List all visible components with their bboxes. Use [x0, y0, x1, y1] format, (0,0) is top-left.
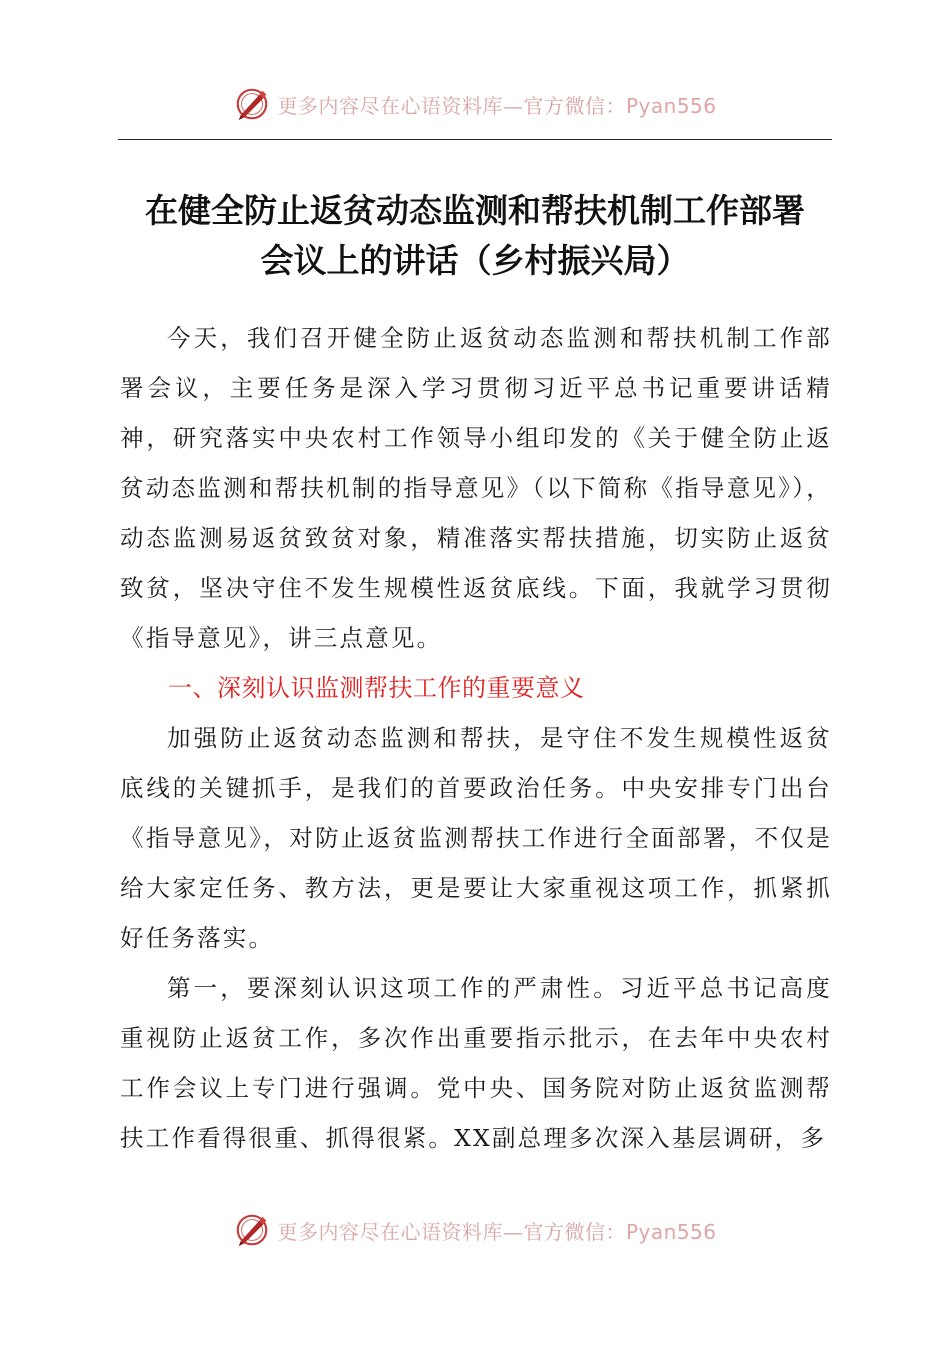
document-body: [120, 313, 832, 1163]
pen-logo-icon: [233, 85, 271, 123]
pen-logo-icon: [233, 1211, 271, 1249]
title-line-1: 在健全防止返贫动态监测和帮扶机制工作部署: [145, 191, 805, 230]
watermark-text: 更多内容尽在心语资料库—官方微信：Pyan556: [277, 93, 717, 118]
document-title: [100, 186, 850, 286]
title-line-2: 会议上的讲话（乡村振兴局）: [260, 241, 690, 280]
header-divider: [118, 139, 832, 140]
intro-paragraph: 今天，我们召开健全防止返贫动态监测和帮扶机制工作部署会议，主要任务是深入学习贯彻习近平总书记重要讲话精神，研究落实中央农村工作领导小组印发的《关于健全防止返贫动态监测和帮扶机制的指导意见》（以下简称《指导意见》），动态监测易返贫致贫对象，精准落实帮扶措施，切实防止返贫致贫，坚决守住不发生规模性返贫底线。下面，我就学习贯彻《指导意见》，讲三点意见。: [120, 324, 832, 652]
watermark-text: 更多内容尽在心语资料库—官方微信：Pyan556: [277, 1219, 717, 1244]
header-watermark: [0, 82, 950, 126]
footer-watermark: [0, 1208, 950, 1252]
section1-paragraph-2: 第一，要深刻认识这项工作的严肃性。习近平总书记高度重视防止返贫工作，多次作出重要指示批示，在去年中央农村工作会议上专门进行强调。党中央、国务院对防止返贫监测帮扶工作看得很重、抓得很紧。XX副总理多次深入基层调研，多: [120, 974, 832, 1152]
section1-paragraph-1: 加强防止返贫动态监测和帮扶，是守住不发生规模性返贫底线的关键抓手，是我们的首要政治任务。中央安排专门出台《指导意见》，对防止返贫监测帮扶工作进行全面部署，不仅是给大家定任务、教方法，更是要让大家重视这项工作，抓紧抓好任务落实。: [120, 724, 832, 952]
section-heading-1: 一、深刻认识监测帮扶工作的重要意义: [168, 674, 585, 702]
